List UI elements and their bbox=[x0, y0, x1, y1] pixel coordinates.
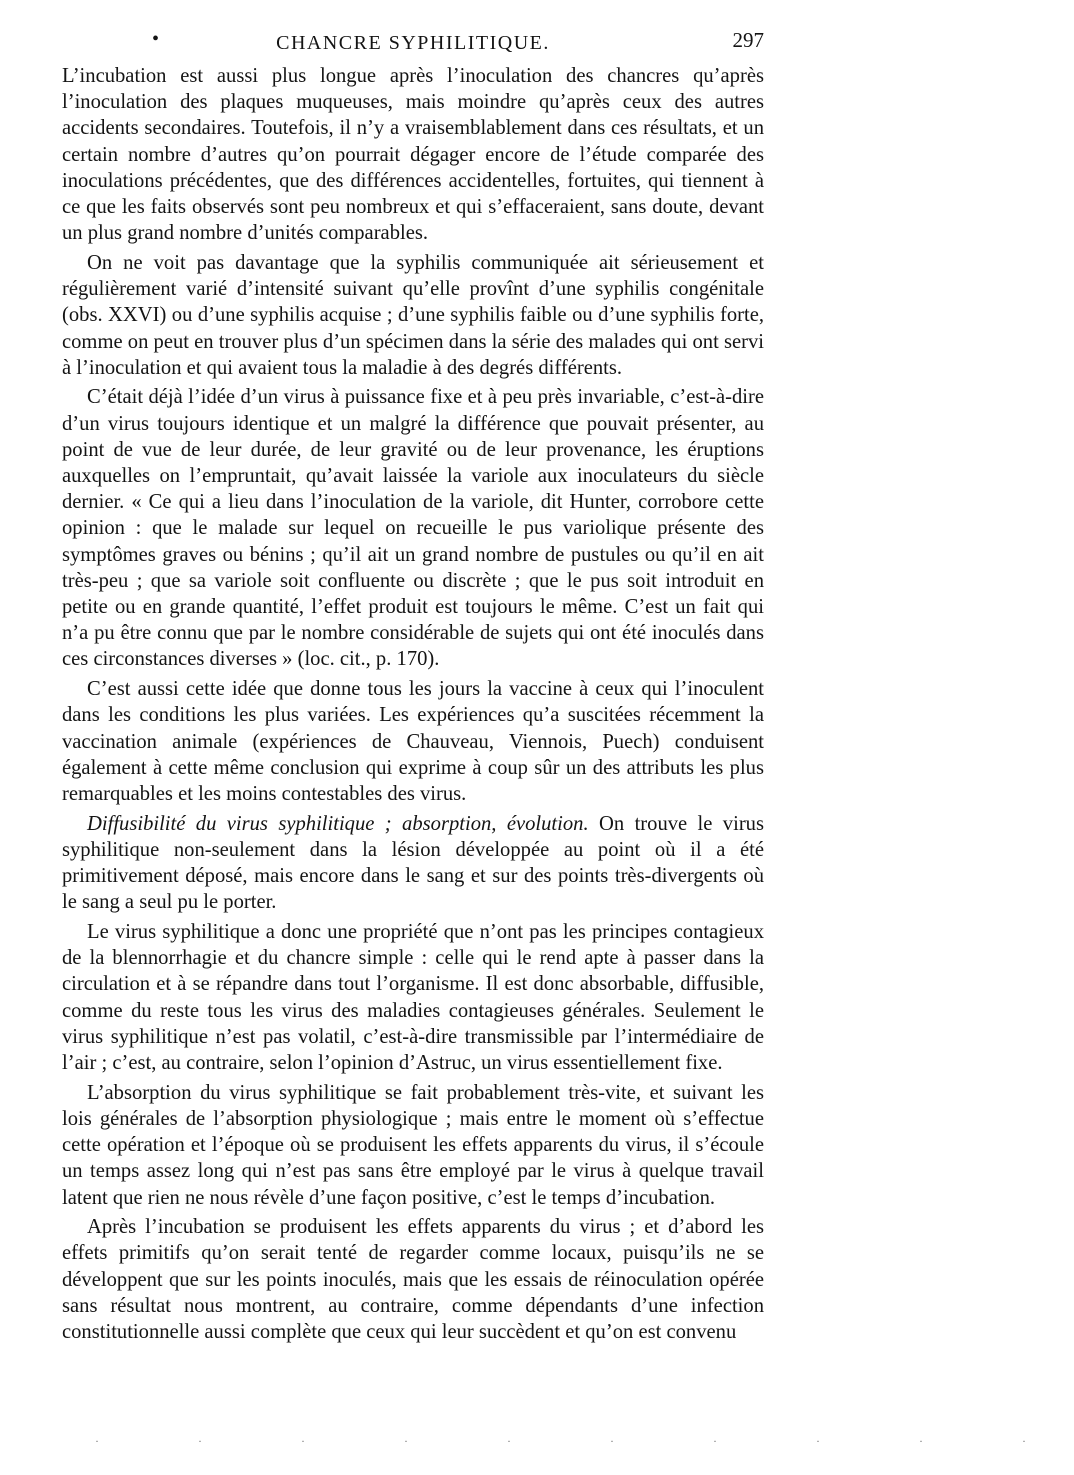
paragraph-2: On ne voit pas davantage que la syphilis communiquée ait sérieusement et régulièrement varié d’intensité suivant qu’elle provînt d’une syphilis congénitale (obs. XXVI) ou d’une syphilis acquise ; d’une syphilis faible ou d’une syphilis forte, comme on peut en trouver plus d’un spécimen dans la série des malades qui ont servi à l’inoculation et qui avaient tous la maladie à des degrés différents. bbox=[62, 251, 764, 379]
paragraph-7: L’absorption du virus syphilitique se fait probablement très-vite, et suivant les lois générales de l’absorption physiologique ; mais entre le moment où s’effectue cette opération et l’époque où se produisent les effets apparents du virus, il s’écoule un temps assez long qui n’est pas sans être employé par le virus à quelque travail latent que rien ne nous révèle d’une façon positive, c’est le temps d’incubation. bbox=[62, 1081, 764, 1209]
running-head bbox=[62, 28, 764, 58]
body-text bbox=[62, 63, 764, 1349]
header-dot: • bbox=[152, 28, 160, 50]
paragraph-3: C’était déjà l’idée d’un virus à puissance fixe et à peu près invariable, c’est-à-dire d’un virus toujours identique et un malgré la différence que pouvait présenter, au point de vue de leur durée, de leur gravité ou de leur provenance, les éruptions auxquelles on l’empruntait, qu’avait laissée la variole aux inoculateurs du siècle dernier. « Ce qui a lieu dans l’inoculation de la variole, dit Hunter, corrobore cette opinion : que le malade sur lequel on recueille le pus variolique présente des symptômes graves ou bénins ; qu’il ait un grand nombre de pustules ou qu’il en ait très-peu ; que sa variole soit confluente ou discrète ; que le pus soit introduit en petite ou en grande quantité, l’effet produit est toujours le même. C’est un fait qui n’a pu être connu que par le nombre considérable de sujets qui ont été inoculés dans ces circonstances diverses » (loc. cit., p. 170). bbox=[62, 386, 764, 671]
paragraph-1: L’incubation est aussi plus longue après l’inoculation des chancres qu’après l’inoculation des plaques muqueuses, mais moindre qu’après ceux des autres accidents secondaires. Toutefois, il n’y a vraisemblablement dans ces résultats, et un certain nombre d’autres qu’on pourrait dégager encore de l’étude comparée des inoculations précédentes, que des différences accidentelles, fortuites, qui tiennent à ce que les faits observés sont peu nombreux et qui s’effaceraient, sans doute, devant un plus grand nombre d’unités comparables. bbox=[62, 65, 764, 245]
paragraph-8: Après l’incubation se produisent les effets apparents du virus ; et d’abord les effets primitifs qu’on serait tenté de regarder comme locaux, puisqu’ils ne se développent que sur les points inoculés, mais que les essais de réinoculation opérée sans résultat nous montrent, au contraire, comme dépendants d’une infection constitutionnelle aussi complète que ceux qui leur succèdent et qu’on est convenu bbox=[62, 1216, 764, 1344]
paragraph-4: C’est aussi cette idée que donne tous les jours la vaccine à ceux qui l’inoculent dans les conditions les plus variées. Les expériences qu’a suscitées récemment la vaccination animale (expériences de Chauveau, Viennois, Puech) conduisent également à cette même conclusion qui exprime à coup sûr un des attributs les plus remarquables et les moins contestables des virus. bbox=[62, 678, 764, 805]
paragraph-5: Diffusibilité du virus syphilitique ; absorption, évolution. On trouve le virus syphilitique non-seulement dans la lésion développée au point où il a été primitivement déposé, mais encore dans le sang et sur des points très-divergents où le sang a seul pu le porter. bbox=[62, 812, 764, 914]
paragraph-6: Le virus syphilitique a donc une propriété que n’ont pas les principes contagieux de la blennorrhagie et du chancre simple : celle qui le rend apte à passer dans la circulation et à se répandre dans tout l’organisme. Il est donc absorbable, diffusible, comme du reste tous les virus des maladies contagieuses générales. Seulement le virus syphilitique n’est pas volatil, c’est-à-dire transmissible par l’intermédiaire de l’air ; c’est, au contraire, selon l’opinion d’Astruc, un virus essentiellement fixe. bbox=[62, 921, 764, 1075]
page-number: 297 bbox=[732, 28, 764, 52]
running-title: CHANCRE SYPHILITIQUE. bbox=[276, 32, 550, 54]
footer-marks: · · · · · · · · · · bbox=[95, 1434, 1074, 1448]
section-heading: Diffusibilité du virus syphilitique ; absorption, évolution. bbox=[87, 812, 589, 835]
